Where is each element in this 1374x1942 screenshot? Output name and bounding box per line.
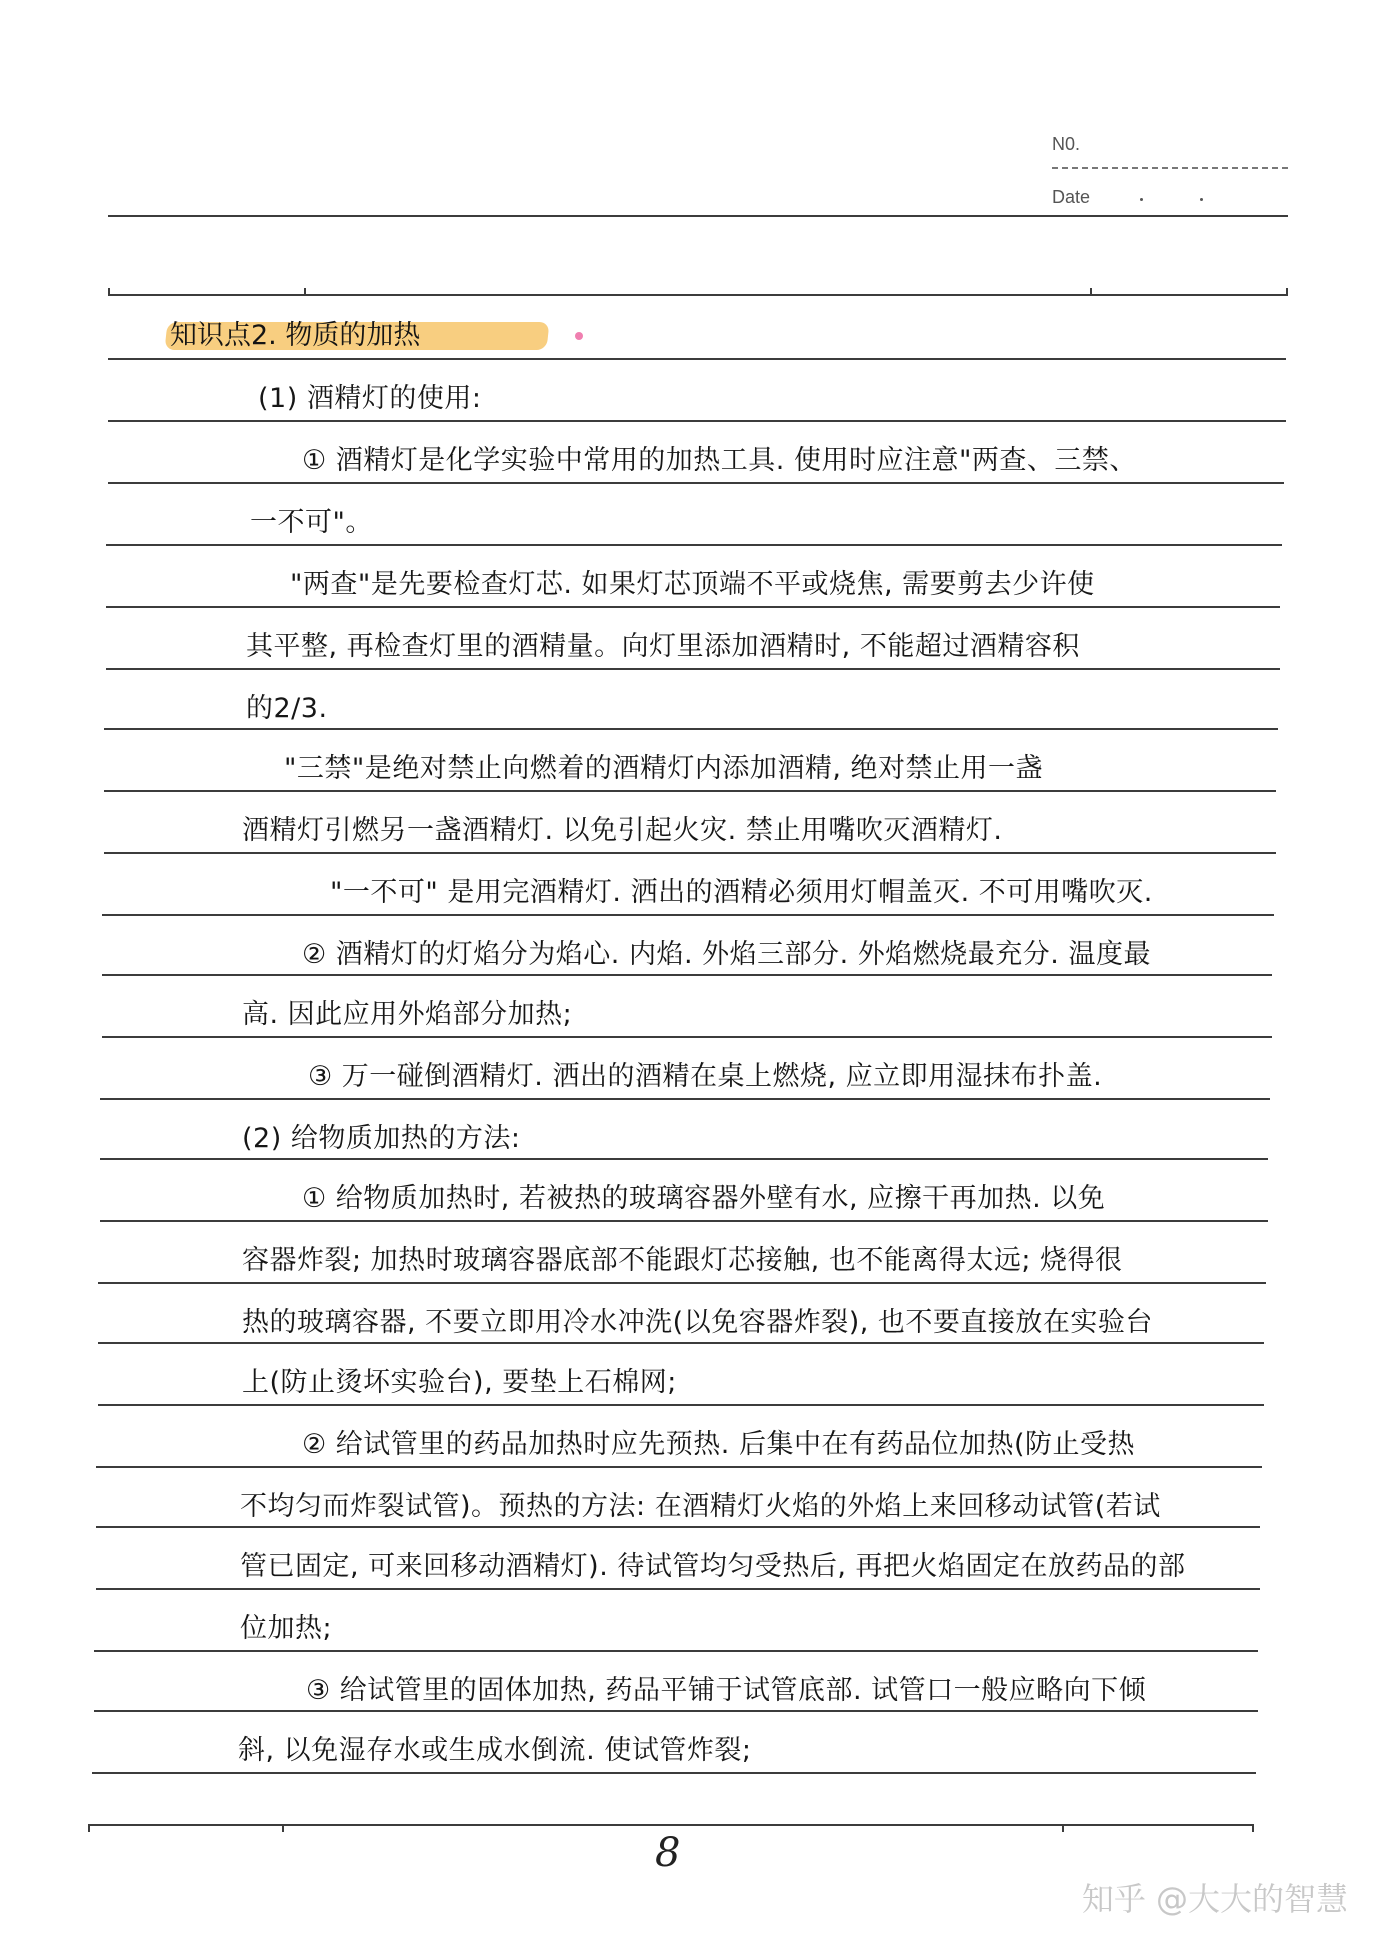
note-line: ② 酒精灯的灯焰分为焰心. 内焰. 外焰三部分. 外焰燃烧最充分. 温度最 [302, 939, 1151, 970]
ruled-line [100, 1220, 1268, 1222]
watermark: 知乎 @大大的智慧 [1081, 1880, 1348, 1918]
note-line: ② 给试管里的药品加热时应先预热. 后集中在有药品位加热(防止受热 [302, 1429, 1135, 1460]
margin-tick [1252, 1824, 1254, 1832]
ruled-line [102, 914, 1274, 916]
note-line: 热的玻璃容器, 不要立即用冷水冲洗(以免容器炸裂), 也不要直接放在实验台 [242, 1307, 1153, 1338]
ruled-line [96, 1466, 1262, 1468]
date-dot [1200, 198, 1203, 201]
ruled-line [102, 974, 1272, 976]
no-dashed-line [1052, 167, 1288, 169]
ruled-line [104, 790, 1276, 792]
note-line: (2) 给物质加热的方法: [242, 1123, 521, 1154]
ruled-line [98, 1282, 1266, 1284]
note-line: 高. 因此应用外焰部分加热; [242, 999, 573, 1030]
ruled-line-top-margin [108, 294, 1288, 296]
margin-tick [1286, 288, 1288, 296]
ruled-line [102, 1036, 1272, 1038]
page-number: 8 [655, 1830, 681, 1876]
ruled-line [108, 420, 1286, 422]
note-line: 位加热; [240, 1613, 333, 1644]
ruled-line [92, 1772, 1256, 1774]
note-line: "三禁"是绝对禁止向燃着的酒精灯内添加酒精, 绝对禁止用一盏 [284, 753, 1044, 784]
note-line: ① 酒精灯是化学实验中常用的加热工具. 使用时应注意"两查、三禁、 [302, 445, 1137, 476]
pink-dot [575, 332, 583, 340]
note-line: 一不可"。 [250, 507, 373, 538]
ruled-line [104, 852, 1276, 854]
ruled-line [96, 1588, 1260, 1590]
note-line: 的2/3. [246, 693, 328, 724]
ruled-line [106, 606, 1280, 608]
margin-tick [1062, 1824, 1064, 1832]
ruled-line [106, 668, 1280, 670]
ruled-line [108, 482, 1284, 484]
no-label: N0. [1052, 134, 1081, 154]
margin-tick [108, 288, 110, 296]
note-line: 上(防止烫坏实验台), 要垫上石棉网; [242, 1367, 677, 1398]
note-line: 管已固定, 可来回移动酒精灯). 待试管均匀受热后, 再把火焰固定在放药品的部 [240, 1551, 1186, 1582]
margin-tick [304, 288, 306, 296]
note-line: (1) 酒精灯的使用: [258, 383, 482, 414]
note-line: 不均匀而炸裂试管)。预热的方法: 在酒精灯火焰的外焰上来回移动试管(若试 [240, 1491, 1161, 1522]
note-line: 其平整, 再检查灯里的酒精量。向灯里添加酒精时, 不能超过酒精容积 [246, 631, 1080, 662]
ruled-line [96, 1526, 1260, 1528]
note-line: "两查"是先要检查灯芯. 如果灯芯顶端不平或烧焦, 需要剪去少许使 [290, 569, 1095, 600]
ruled-line [94, 1650, 1258, 1652]
ruled-line [98, 1404, 1264, 1406]
date-label: Date [1052, 187, 1091, 207]
note-line: ③ 万一碰倒酒精灯. 洒出的酒精在桌上燃烧, 应立即用湿抹布扑盖. [308, 1061, 1103, 1092]
ruled-line [106, 544, 1282, 546]
note-line: ③ 给试管里的固体加热, 药品平铺于试管底部. 试管口一般应略向下倾 [306, 1675, 1147, 1706]
ruled-line [100, 1158, 1268, 1160]
date-dot [1140, 198, 1143, 201]
note-line: ① 给物质加热时, 若被热的玻璃容器外壁有水, 应擦干再加热. 以免 [302, 1183, 1106, 1214]
margin-tick [1090, 288, 1092, 296]
section-title-text: 知识点2. 物质的加热 [170, 320, 421, 351]
note-line: 斜, 以免湿存水或生成水倒流. 使试管炸裂; [238, 1735, 752, 1766]
margin-tick [282, 1824, 284, 1832]
ruled-line [104, 728, 1278, 730]
note-line: 酒精灯引燃另一盏酒精灯. 以免引起火灾. 禁止用嘴吹灭酒精灯. [242, 815, 1003, 846]
section-title [170, 316, 420, 356]
ruled-line [94, 1710, 1258, 1712]
ruled-line [100, 1098, 1270, 1100]
ruled-line-bottom-margin [88, 1824, 1254, 1826]
ruled-line [108, 358, 1286, 360]
ruled-line [108, 215, 1288, 217]
note-line: "一不可" 是用完酒精灯. 洒出的酒精必须用灯帽盖灭. 不可用嘴吹灭. [330, 877, 1153, 908]
ruled-line [98, 1342, 1264, 1344]
note-line: 容器炸裂; 加热时玻璃容器底部不能跟灯芯接触, 也不能离得太远; 烧得很 [242, 1245, 1123, 1276]
margin-tick [88, 1824, 90, 1832]
